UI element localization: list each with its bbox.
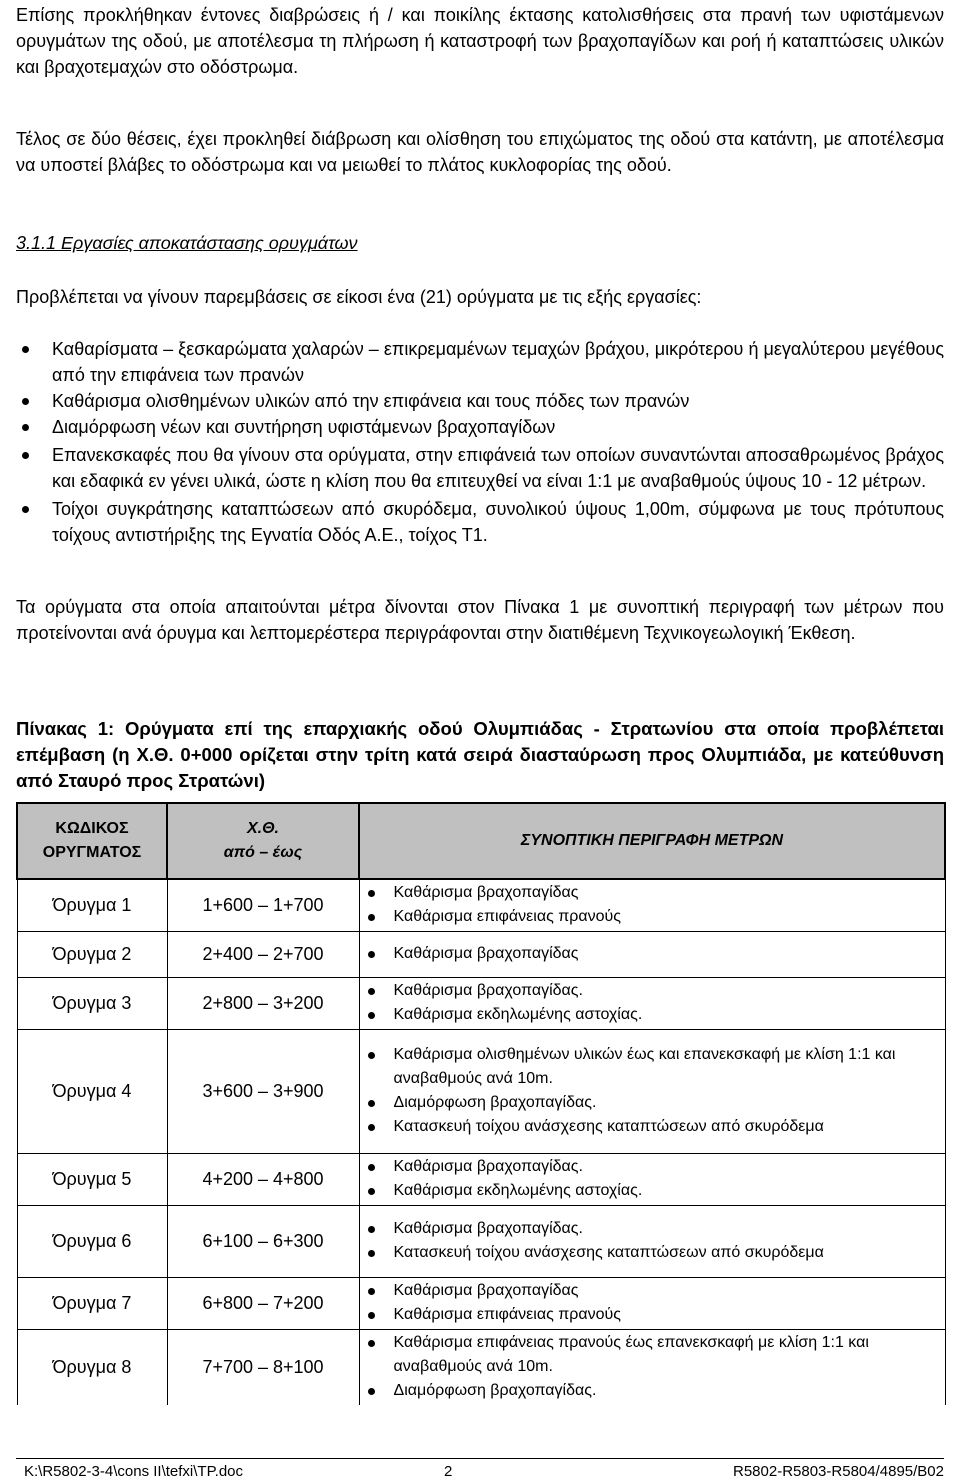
table-body [17,879,945,1405]
list-item: Επανεκσκαφές που θα γίνουν στα ορύγματα, στην επιφάνειά των οποίων συναντώνται αποσαθρωμένος βράχος και εδαφικά εν γένει υλικά, ώστε η κλίση που θα επιτευχθεί να είναι 1:1 με αναβαθμούς ύψους 10 - 12 μέτρων. [16,442,944,494]
list-item: Διαμόρφωση νέων και συντήρηση υφιστάμενων βραχοπαγίδων [16,414,944,440]
cell-code: Όρυγμα 3 [17,977,167,1029]
measures-table [16,802,946,1405]
cell-measures [359,977,945,1029]
measure-item: Καθάρισμα βραχοπαγίδας. [360,979,945,1003]
measure-item: Καθάρισμα ολισθημένων υλικών έως και επανεκσκαφή με κλίση 1:1 και αναβαθμούς ανά 10m. [360,1043,945,1091]
measure-item: Καθάρισμα βραχοπαγίδας. [360,1155,945,1179]
cell-position: 1+600 – 1+700 [167,879,359,931]
cell-code: Όρυγμα 8 [17,1329,167,1405]
table-row [17,977,945,1029]
cell-measures [359,1205,945,1277]
page-footer [16,1458,944,1483]
header-position-line1: Χ.Θ. [246,820,279,837]
cell-code: Όρυγμα 1 [17,879,167,931]
paragraph-erosion: Επίσης προκλήθηκαν έντονες διαβρώσεις ή / και ποικίλης έκτασης κατολισθήσεις στα πρανή των υφιστάμενων ορυγμάτων της οδού, με αποτέλεσμα τη πλήρωση ή καταστροφή των βραχοπαγίδων και ροή ή καταπτώσεις υλικών και βραχοτεμαχών στο οδόστρωμα. [16,5,944,77]
cell-position: 2+800 – 3+200 [167,977,359,1029]
cell-position: 7+700 – 8+100 [167,1329,359,1405]
cell-position: 6+800 – 7+200 [167,1277,359,1329]
list-item: Καθάρισμα ολισθημένων υλικών από την επιφάνεια και τους πόδες των πρανών [16,388,944,414]
measure-item: Διαμόρφωση βραχοπαγίδας. [360,1091,945,1115]
header-position-line2: από – έως [223,844,303,861]
cell-code: Όρυγμα 7 [17,1277,167,1329]
table-title: Πίνακας 1: Ορύγματα επί της επαρχιακής οδού Ολυμπιάδας - Στρατωνίου στα οποία προβλέπεται επέμβαση (η Χ.Θ. 0+000 ορίζεται στην τρίτη κατά σειρά διασταύρωση προς Ολυμπιάδα, με κατεύθυνση από Σταυρό προς Στρατώνι) [16,718,944,791]
table-row [17,1329,945,1405]
table-row [17,931,945,977]
header-description: ΣΥΝΟΠΤΙΚΗ ΠΕΡΙΓΡΑΦΗ ΜΕΤΡΩΝ [359,803,945,879]
cell-position: 4+200 – 4+800 [167,1153,359,1205]
cell-measures [359,931,945,977]
cell-measures [359,1277,945,1329]
cell-measures [359,879,945,931]
measure-item: Καθάρισμα επιφάνειας πρανούς [360,905,945,929]
section-intro: Προβλέπεται να γίνουν παρεμβάσεις σε είκοσι ένα (21) ορύγματα με τις εξής εργασίες: [16,287,702,307]
cell-measures [359,1329,945,1405]
footer-reference: R5802-R5803-R5804/4895/B02 [733,1463,944,1480]
table-row [17,1205,945,1277]
footer-file-path: K:\R5802-3-4\cons II\tefxi\TP.doc [24,1463,244,1480]
table-header-row [17,803,945,879]
measure-item: Διαμόρφωση βραχοπαγίδας. [360,1379,945,1403]
measure-item: Καθάρισμα βραχοπαγίδας [360,1279,945,1303]
measure-item: Καθάρισμα επιφάνειας πρανούς [360,1303,945,1327]
measure-item: Κατασκευή τοίχου ανάσχεσης καταπτώσεων από σκυρόδεμα [360,1241,945,1265]
table-row [17,1029,945,1153]
cell-code: Όρυγμα 2 [17,931,167,977]
cell-position: 2+400 – 2+700 [167,931,359,977]
cell-measures [359,1153,945,1205]
section-heading: 3.1.1 Εργασίες αποκατάστασης ορυγμάτων [16,233,358,253]
cell-position: 6+100 – 6+300 [167,1205,359,1277]
cell-position: 3+600 – 3+900 [167,1029,359,1153]
table-row [17,1153,945,1205]
header-code-line1: ΚΩΔΙΚΟΣ [55,820,129,837]
cell-code: Όρυγμα 5 [17,1153,167,1205]
list-item: Τοίχοι συγκράτησης καταπτώσεων από σκυρόδεμα, συνολικού ύψους 1,00m, σύμφωνα με τους πρότυπους τοίχους αντιστήριξης της Εγνατία Οδός Α.Ε., τοίχος Τ1. [16,496,944,548]
table-row [17,879,945,931]
header-code-line2: ΟΡΥΓΜΑΤΟΣ [42,844,142,861]
header-position [167,803,359,879]
measure-item: Κατασκευή τοίχου ανάσχεσης καταπτώσεων από σκυρόδεμα [360,1115,945,1139]
measure-item: Καθάρισμα βραχοπαγίδας. [360,1217,945,1241]
measure-item: Καθάρισμα βραχοπαγίδας [360,881,945,905]
list-item: Καθαρίσματα – ξεσκαρώματα χαλαρών – επικρεμαμένων τεμαχών βράχου, μικρότερου ή μεγαλύτερου μεγέθους από την επιφάνεια των πρανών [16,336,944,388]
table-row [17,1277,945,1329]
paragraph-table-reference: Τα ορύγματα στα οποία απαιτούνται μέτρα δίνονται στον Πίνακα 1 με συνοπτική περιγραφή των μέτρων που προτείνονται ανά όρυγμα και λεπτομερέστερα περιγράφονται στην διατιθέμενη Τεχνικογεωλογική Έκθεση. [16,597,944,643]
footer-page-number: 2 [444,1463,453,1480]
cell-code: Όρυγμα 4 [17,1029,167,1153]
header-code [17,803,167,879]
cell-code: Όρυγμα 6 [17,1205,167,1277]
cell-measures [359,1029,945,1153]
measure-item: Καθάρισμα εκδηλωμένης αστοχίας. [360,1179,945,1203]
works-list [16,336,944,548]
measure-item: Καθάρισμα επιφάνειας πρανούς έως επανεκσκαφή με κλίση 1:1 και αναβαθμούς ανά 10m. [360,1331,945,1379]
measure-item: Καθάρισμα βραχοπαγίδας [360,942,945,966]
paragraph-embankment: Τέλος σε δύο θέσεις, έχει προκληθεί διάβρωση και ολίσθηση του επιχώματος της οδού στα κατάντη, με αποτέλεσμα να υποστεί βλάβες το οδόστρωμα και να μειωθεί το πλάτος κυκλοφορίας της οδού. [16,129,944,175]
measure-item: Καθάρισμα εκδηλωμένης αστοχίας. [360,1003,945,1027]
